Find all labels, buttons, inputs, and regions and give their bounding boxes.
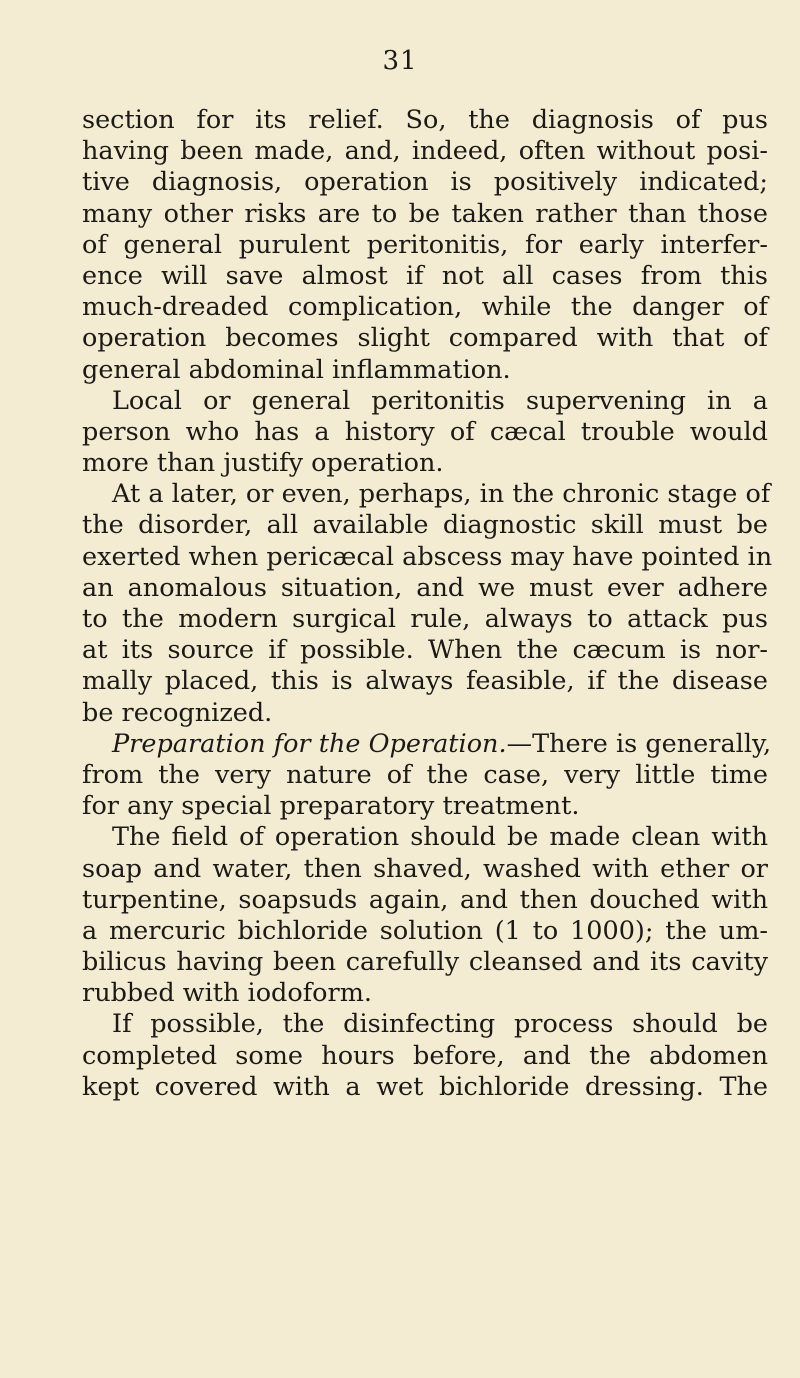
- text-line: mally placed, this is always feasible, if the disease: [82, 666, 768, 697]
- text-line: Local or general peritonitis supervening in a: [112, 385, 768, 416]
- text-line: more than justify operation.: [82, 448, 444, 479]
- text-line: many other risks are to be taken rather than those: [82, 198, 768, 229]
- text-line: to the modern surgical rule, always to attack pus: [82, 604, 768, 634]
- text-line: be recognized.: [82, 697, 273, 728]
- text-line: kept covered with a wet bichloride dressing. The: [82, 1071, 768, 1102]
- text-line: At a later, or even, perhaps, in the chronic stage of: [112, 479, 771, 510]
- text-line: of general purulent peritonitis, for early interfer-: [82, 229, 768, 260]
- text-line: turpentine, soapsuds again, and then douched with: [82, 884, 768, 915]
- text-line: bilicus having been carefully cleansed and its cavity: [82, 947, 768, 978]
- text-line: section for its relief. So, the diagnosis of pus: [82, 105, 768, 135]
- section-heading: Preparation for the Operation.: [112, 728, 507, 759]
- text-line: operation becomes slight compared with that of: [82, 323, 768, 354]
- text-line-rest: —There is generally,: [506, 728, 772, 759]
- text-line: soap and water, then shaved, washed with ether or: [82, 853, 768, 884]
- text-line: ence will save almost if not all cases from this: [82, 260, 768, 291]
- text-line: the disorder, all available diagnostic skill must be: [82, 510, 768, 541]
- text-line: an anomalous situation, and we must ever adhere: [82, 572, 768, 603]
- text-line: from the very nature of the case, very little time: [82, 759, 768, 790]
- text-line: rubbed with iodoform.: [82, 978, 372, 1009]
- text-line: The field of operation should be made clean with: [112, 822, 768, 853]
- text-line: completed some hours before, and the abdomen: [82, 1040, 768, 1071]
- body-text: [82, 105, 773, 1103]
- text-line: If possible, the disinfecting process should be: [112, 1009, 768, 1040]
- text-line: [82, 728, 772, 760]
- text-line: person who has a history of cæcal trouble would: [82, 416, 768, 447]
- text-line: at its source if possible. When the cæcum is nor-: [82, 635, 768, 666]
- text-line: a mercuric bichloride solution (1 to 1000); the um-: [82, 915, 768, 946]
- text-line: for any special preparatory treatment.: [82, 791, 580, 822]
- text-line: much-dreaded complication, while the danger of: [82, 292, 768, 323]
- text-line: general abdominal inflammation.: [82, 354, 511, 385]
- page-number: 31: [382, 46, 418, 76]
- text-line: tive diagnosis, operation is positively indicated;: [82, 167, 768, 198]
- text-line: exerted when pericæcal abscess may have pointed in: [82, 541, 773, 572]
- text-line: having been made, and, indeed, often without posi-: [82, 136, 768, 167]
